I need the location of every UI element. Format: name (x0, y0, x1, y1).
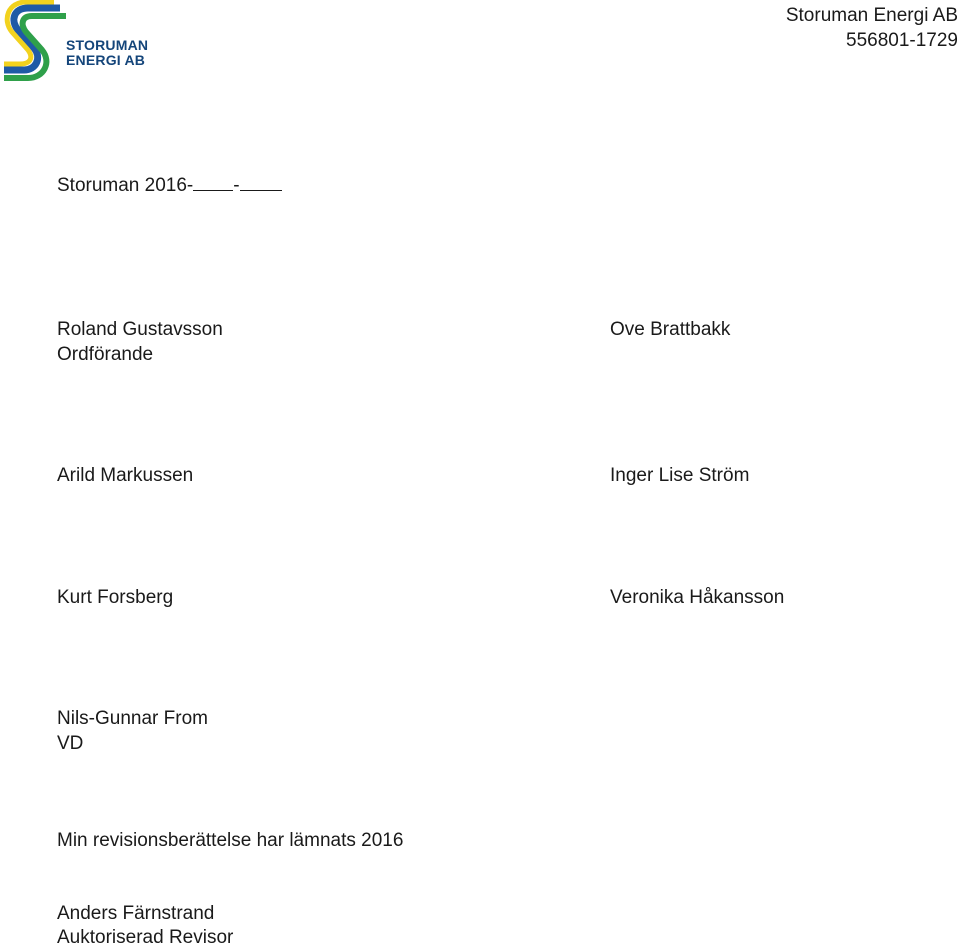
company-logo (0, 0, 170, 86)
signature-name: Roland Gustavsson (57, 319, 223, 340)
company-name: Storuman Energi AB (785, 5, 958, 26)
auditor-title: Auktoriserad Revisor (57, 927, 234, 948)
logo-text-line1: STORUMAN (66, 37, 149, 53)
signature-name: Veronika Håkansson (610, 587, 785, 608)
signature-name: Ove Brattbakk (610, 319, 731, 340)
date-prefix: Storuman 2016- (57, 175, 194, 196)
org-number: 556801-1729 (846, 30, 958, 51)
day-blank (240, 172, 282, 191)
date-line (57, 172, 282, 198)
month-blank (193, 172, 233, 191)
signature-name: Nils-Gunnar From (57, 708, 208, 729)
signature-name: Kurt Forsberg (57, 587, 174, 608)
date-separator: - (233, 175, 240, 196)
signature-name: Arild Markussen (57, 465, 194, 486)
signature-title: Ordförande (57, 344, 154, 365)
signature-name: Inger Lise Ström (610, 465, 750, 486)
audit-statement: Min revisionsberättelse har lämnats 2016 (57, 830, 404, 851)
logo-text-line2: ENERGI AB (66, 52, 146, 68)
signature-title: VD (57, 733, 84, 754)
auditor-name: Anders Färnstrand (57, 903, 215, 924)
storuman-energi-logo-icon (0, 0, 66, 86)
